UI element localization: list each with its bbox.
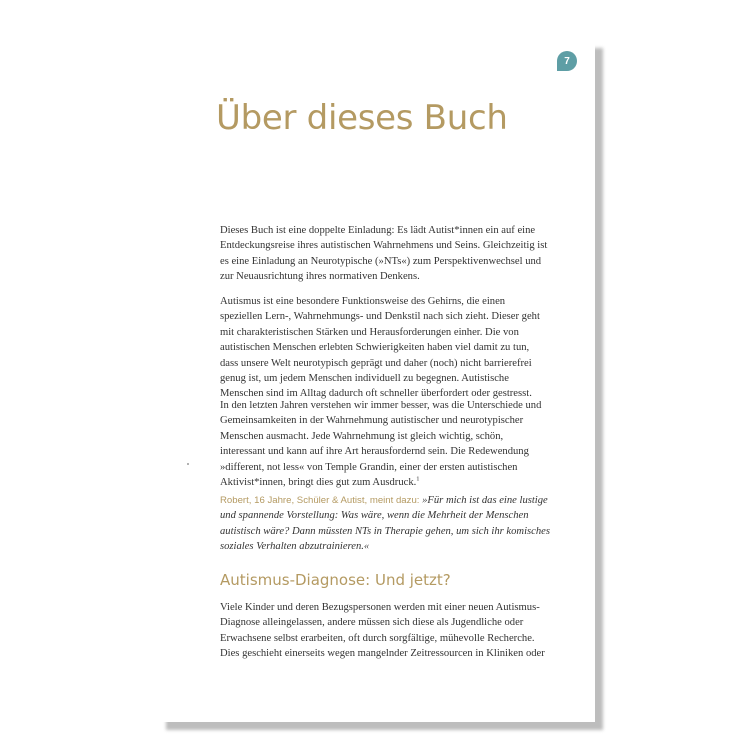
footnote-mark[interactable]: 1 [416,475,420,483]
margin-dot [187,463,189,465]
paragraph-differences-text: In den letzten Jahren verstehen wir immer besser, was die Unterschiede und Gemeinsamkeiten in der Wahrnehmung autistischer und neurotypischer Menschen ausmacht. Jede Wahrnehmung ist gleich wichtig, schön, interessant und kann auf ihre Art herausfordernd sein. Die Redewendung »different, not less« von Temple Grandin, einer der ersten autistischen Aktivist*innen, bringt dies gut zum Ausdruck. [220,400,542,489]
section-heading: Autismus-Diagnose: Und jetzt? [220,571,451,589]
paragraph-differences [220,398,550,490]
chapter-title: Über dieses Buch [216,98,508,138]
book-page [158,40,595,722]
paragraph-diagnosis: Viele Kinder und deren Bezugspersonen werden mit einer neuen Autismus-Diagnose alleingelassen, andere müssen sich diese als Jugendliche oder Erwachsene selbst erarbeiten, oft durch sorgfältige, mühevolle Recherche. Dies geschieht einerseits wegen mangelnder Zeitressourcen in Kliniken oder [220,602,545,660]
page-number-badge: 7 [557,51,577,71]
quote-block [220,493,552,555]
paragraph-autism-definition: Autismus ist eine besondere Funktionsweise des Gehirns, die einen speziellen Lern-, Wahrnehmungs- und Denkstil nach sich zieht. Dieser geht mit charakteristischen Stärken und Herausforderungen einher. Die von autistischen Menschen erlebten Schwierigkeiten haben viel damit zu tun, dass unsere Welt neurotypisch geprägt und daher (noch) nicht barrierefrei genug ist, um jedem Menschen individuell zu begegnen. Autistische Menschen sind im Alltag dadurch oft schneller überfordert oder gestresst. [220,296,540,400]
quote-label: Robert, 16 Jahre, Schüler & Autist, meint dazu: [220,495,420,506]
quote-text: »Für mich ist das eine lustige und spannende Vorstellung: Was wäre, wenn die Mehrheit der Menschen autistisch wäre? Dann müssten NTs in Therapie gehen, um sich ihr komisches soziales Verhalten abzutrainieren.« [220,495,550,553]
paragraph-intro: Dieses Buch ist eine doppelte Einladung: Es lädt Autist*innen ein auf eine Entdeckungsreise ihres autistischen Wahrnehmens und Seins. Gleichzeitig ist es eine Einladung an Neurotypische (»NTs«) zum Perspektivenwechsel und zur Neuausrichtung ihres normativen Denkens. [220,225,548,283]
